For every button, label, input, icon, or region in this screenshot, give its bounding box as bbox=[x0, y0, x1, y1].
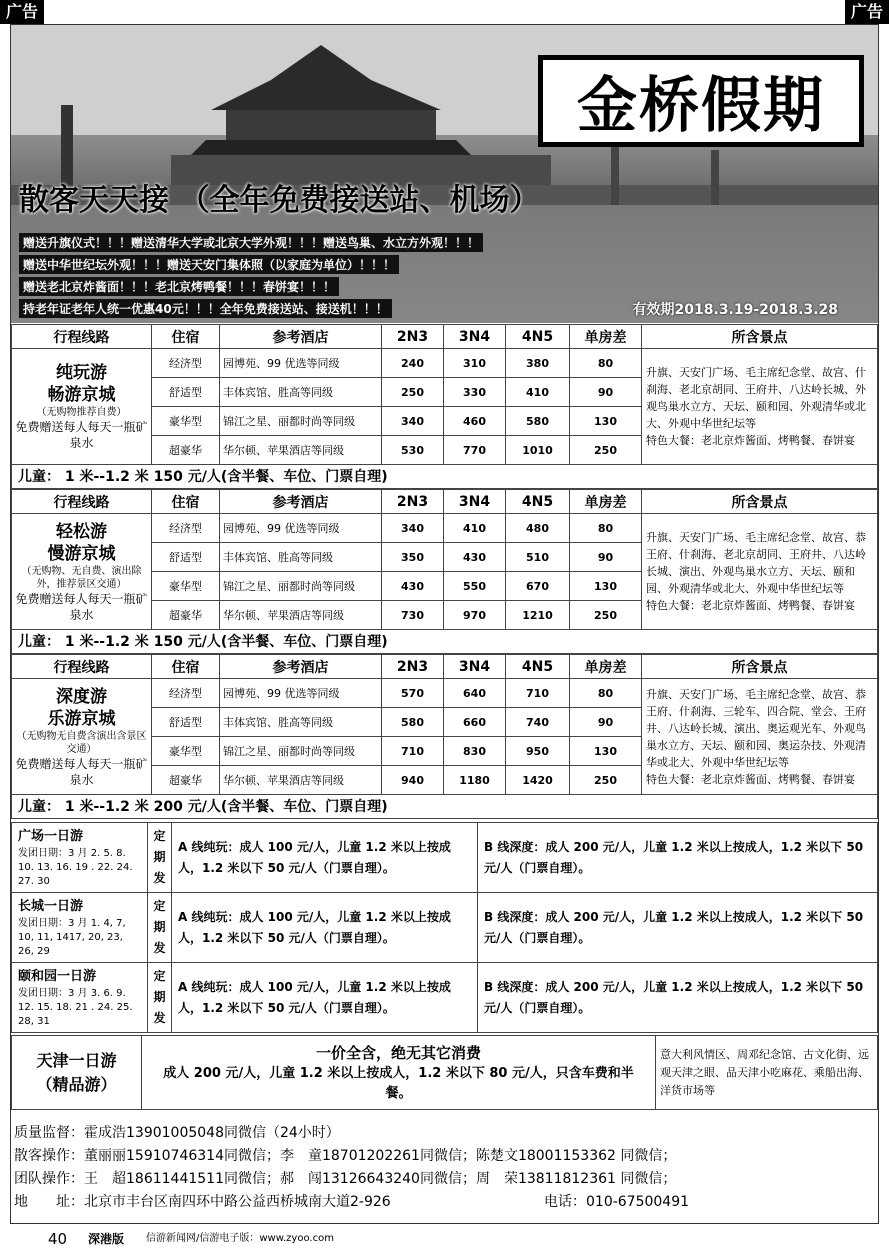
price-cell: 550 bbox=[444, 572, 506, 601]
day-tour-row bbox=[12, 963, 878, 1033]
header-spots: 所含景点 bbox=[642, 490, 878, 514]
price-cell: 250 bbox=[570, 436, 642, 465]
room-class: 超豪华 bbox=[152, 766, 220, 795]
room-class: 经济型 bbox=[152, 679, 220, 708]
promo-line: 赠送中华世纪坛外观！！！赠送天安门集体照（以家庭为单位）！！！ bbox=[19, 255, 399, 274]
price-cell: 80 bbox=[570, 349, 642, 378]
tour-section bbox=[11, 489, 878, 630]
promo-list bbox=[19, 233, 483, 321]
line-a: A 线纯玩：成人 100 元/人，儿童 1.2 米以上按成人，1.2 米以下 50 元/人（门票自理）。 bbox=[172, 823, 478, 893]
price-cell: 80 bbox=[570, 514, 642, 543]
fixed-departure: 定期发 bbox=[148, 823, 172, 893]
price-cell: 770 bbox=[444, 436, 506, 465]
room-class: 舒适型 bbox=[152, 708, 220, 737]
header-4n5: 4N5 bbox=[506, 325, 570, 349]
header-hotel: 参考酒店 bbox=[220, 325, 382, 349]
price-cell: 940 bbox=[382, 766, 444, 795]
price-cell: 340 bbox=[382, 407, 444, 436]
price-cell: 430 bbox=[444, 543, 506, 572]
price-cell: 350 bbox=[382, 543, 444, 572]
header-spots: 所含景点 bbox=[642, 655, 878, 679]
table-row bbox=[12, 679, 878, 708]
contacts bbox=[14, 1122, 874, 1214]
header-single: 单房差 bbox=[570, 655, 642, 679]
table-header-row bbox=[12, 490, 878, 514]
price-cell: 310 bbox=[444, 349, 506, 378]
day-tour-name: 长城一日游 发团日期：3 月 1. 4, 7, 10, 11, 1417, 20, 23, 26, 29 bbox=[12, 893, 148, 963]
room-class: 经济型 bbox=[152, 514, 220, 543]
table-header-row bbox=[12, 325, 878, 349]
price-cell: 410 bbox=[506, 378, 570, 407]
line-a: A 线纯玩：成人 100 元/人，儿童 1.2 米以上按成人，1.2 米以下 50 元/人（门票自理）。 bbox=[172, 893, 478, 963]
quality-contact: 质量监督：霍成浩13901005048同微信（24小时） bbox=[14, 1125, 340, 1141]
reference-hotel: 丰体宾馆、胜高等同级 bbox=[220, 708, 382, 737]
header-route: 行程线路 bbox=[12, 325, 152, 349]
line-a: A 线纯玩：成人 100 元/人，儿童 1.2 米以上按成人，1.2 米以下 50 元/人（门票自理）。 bbox=[172, 963, 478, 1033]
price-cell: 1210 bbox=[506, 601, 570, 630]
room-class: 豪华型 bbox=[152, 737, 220, 766]
header-2n3: 2N3 bbox=[382, 655, 444, 679]
promo-line: 赠送老北京炸酱面！！！老北京烤鸭餐！！！春饼宴！！！ bbox=[19, 277, 339, 296]
room-class: 豪华型 bbox=[152, 572, 220, 601]
table-row bbox=[12, 349, 878, 378]
route-cell: 深度游 乐游京城 （无购物无自费含演出含景区交通） 免费赠送每人每天一瓶矿泉水 bbox=[12, 679, 152, 795]
line-b: B 线深度：成人 200 元/人，儿童 1.2 米以上按成人，1.2 米以下 50 元/人（门票自理）。 bbox=[478, 823, 878, 893]
header-stay: 住宿 bbox=[152, 490, 220, 514]
ad-tag-left: 广告 bbox=[0, 0, 44, 24]
spots-cell: 升旗、天安门广场、毛主席纪念堂、故宫、恭王府、什刹海、老北京胡同、王府井、八达岭长城、演出、外观鸟巢水立方、天坛、颐和园、外观清华或北大、外观中华世纪坛等 特色大餐：老北京炸酱面、烤鸭餐、春饼宴 bbox=[642, 514, 878, 630]
price-cell: 670 bbox=[506, 572, 570, 601]
table-header-row bbox=[12, 655, 878, 679]
phone: 电话：010-67500491 bbox=[544, 1194, 690, 1210]
promo-line: 持老年证老年人统一优惠40元！！！全年免费接送站、接送机！！！ bbox=[19, 299, 392, 318]
price-cell: 950 bbox=[506, 737, 570, 766]
price-cell: 130 bbox=[570, 572, 642, 601]
tour-section bbox=[11, 324, 878, 465]
fixed-departure: 定期发 bbox=[148, 963, 172, 1033]
reference-hotel: 华尔顿、苹果酒店等同级 bbox=[220, 436, 382, 465]
room-class: 舒适型 bbox=[152, 378, 220, 407]
day-tour-name: 颐和园一日游 发团日期：3 月 3. 6. 9. 12. 15. 18. 21 . 24. 25. 28, 31 bbox=[12, 963, 148, 1033]
group-contact: 团队操作：王 超18611441511同微信；郝 闯13126643240同微信；周 荣13811812361 同微信； bbox=[14, 1171, 677, 1187]
header-stay: 住宿 bbox=[152, 655, 220, 679]
table-row bbox=[12, 514, 878, 543]
route-cell: 纯玩游 畅游京城 （无购物推荐自费） 免费赠送每人每天一瓶矿泉水 bbox=[12, 349, 152, 465]
price-cell: 570 bbox=[382, 679, 444, 708]
header-single: 单房差 bbox=[570, 325, 642, 349]
tianjin-price: 一价全含，绝无其它消费 成人 200 元/人，儿童 1.2 米以上按成人，1.2 米以下 80 元/人，只含车费和半餐。 bbox=[142, 1036, 656, 1110]
header-stay: 住宿 bbox=[152, 325, 220, 349]
banner bbox=[11, 25, 878, 323]
price-cell: 580 bbox=[506, 407, 570, 436]
price-cell: 250 bbox=[570, 766, 642, 795]
price-cell: 90 bbox=[570, 378, 642, 407]
headline: 散客天天接 （全年免费接送站、机场） bbox=[19, 183, 540, 218]
page-number: 40 bbox=[48, 1230, 68, 1248]
line-b: B 线深度：成人 200 元/人，儿童 1.2 米以上按成人，1.2 米以下 50 元/人（门票自理）。 bbox=[478, 963, 878, 1033]
address: 地 址：北京市丰台区南四环中路公益西桥城南大道2-926 电话：010-67500491 bbox=[14, 1191, 874, 1214]
day-tour-row bbox=[12, 823, 878, 893]
price-cell: 730 bbox=[382, 601, 444, 630]
reference-hotel: 丰体宾馆、胜高等同级 bbox=[220, 378, 382, 407]
price-cell: 480 bbox=[506, 514, 570, 543]
header-3n4: 3N4 bbox=[444, 325, 506, 349]
price-cell: 740 bbox=[506, 708, 570, 737]
price-cell: 90 bbox=[570, 543, 642, 572]
room-class: 经济型 bbox=[152, 349, 220, 378]
child-price: 儿童： 1 米--1.2 米 200 元/人(含半餐、车位、门票自理) bbox=[11, 795, 878, 819]
room-class: 舒适型 bbox=[152, 543, 220, 572]
header-2n3: 2N3 bbox=[382, 490, 444, 514]
price-cell: 1420 bbox=[506, 766, 570, 795]
price-cell: 330 bbox=[444, 378, 506, 407]
promo-line: 赠送升旗仪式！！！赠送清华大学或北京大学外观！！！赠送鸟巢、水立方外观！！！ bbox=[19, 233, 483, 252]
footer bbox=[0, 1228, 889, 1250]
reference-hotel: 锦江之星、丽都时尚等同级 bbox=[220, 737, 382, 766]
child-price: 儿童： 1 米--1.2 米 150 元/人(含半餐、车位、门票自理) bbox=[11, 465, 878, 489]
price-cell: 410 bbox=[444, 514, 506, 543]
reference-hotel: 华尔顿、苹果酒店等同级 bbox=[220, 766, 382, 795]
price-cell: 250 bbox=[570, 601, 642, 630]
fixed-departure: 定期发 bbox=[148, 893, 172, 963]
reference-hotel: 锦江之星、丽都时尚等同级 bbox=[220, 572, 382, 601]
price-cell: 80 bbox=[570, 679, 642, 708]
room-class: 豪华型 bbox=[152, 407, 220, 436]
child-price: 儿童： 1 米--1.2 米 150 元/人(含半餐、车位、门票自理) bbox=[11, 630, 878, 654]
price-cell: 90 bbox=[570, 708, 642, 737]
reference-hotel: 园博苑、99 优选等同级 bbox=[220, 679, 382, 708]
price-cell: 830 bbox=[444, 737, 506, 766]
header-3n4: 3N4 bbox=[444, 490, 506, 514]
header-2n3: 2N3 bbox=[382, 325, 444, 349]
reference-hotel: 丰体宾馆、胜高等同级 bbox=[220, 543, 382, 572]
header-single: 单房差 bbox=[570, 490, 642, 514]
spots-cell: 升旗、天安门广场、毛主席纪念堂、故宫、什刹海、老北京胡同、王府井、八达岭长城、外观鸟巢水立方、天坛、颐和园、外观清华或北大、外观中华世纪坛等 特色大餐：老北京炸酱面、烤鸭餐、春饼宴 bbox=[642, 349, 878, 465]
header-4n5: 4N5 bbox=[506, 490, 570, 514]
price-cell: 430 bbox=[382, 572, 444, 601]
header-3n4: 3N4 bbox=[444, 655, 506, 679]
header-route: 行程线路 bbox=[12, 655, 152, 679]
header-spots: 所含景点 bbox=[642, 325, 878, 349]
room-class: 超豪华 bbox=[152, 436, 220, 465]
price-cell: 640 bbox=[444, 679, 506, 708]
price-cell: 380 bbox=[506, 349, 570, 378]
day-tour-name: 广场一日游 发团日期：3 月 2. 5. 8. 10. 13. 16. 19 . 22. 24. 27. 30 bbox=[12, 823, 148, 893]
price-cell: 1180 bbox=[444, 766, 506, 795]
spots-cell: 升旗、天安门广场、毛主席纪念堂、故宫、恭王府、什刹海、三轮车、四合院、堂会、王府井、八达岭长城、演出、奥运观光车、外观鸟巢水立方、天坛、颐和园、奥运杂技、外观清华或北大、外观中华世纪坛等 特色大餐：老北京炸酱面、烤鸭餐、春饼宴 bbox=[642, 679, 878, 795]
price-cell: 460 bbox=[444, 407, 506, 436]
ad-tag-right: 广告 bbox=[845, 0, 889, 24]
tianjin-tour bbox=[11, 1035, 878, 1110]
price-cell: 1010 bbox=[506, 436, 570, 465]
header-hotel: 参考酒店 bbox=[220, 655, 382, 679]
retail-contact: 散客操作：董丽丽15910746314同微信；李 童18701202261同微信；陈楚文18001153362 同微信； bbox=[14, 1148, 677, 1164]
price-cell: 970 bbox=[444, 601, 506, 630]
day-tour-row bbox=[12, 893, 878, 963]
tianjin-title: 天津一日游 （精品游） bbox=[12, 1036, 142, 1110]
line-b: B 线深度：成人 200 元/人，儿童 1.2 米以上按成人，1.2 米以下 50 元/人（门票自理）。 bbox=[478, 893, 878, 963]
price-cell: 340 bbox=[382, 514, 444, 543]
brand-logo: 金桥假期 bbox=[538, 55, 864, 147]
room-class: 超豪华 bbox=[152, 601, 220, 630]
day-tours bbox=[11, 822, 878, 1033]
price-cell: 660 bbox=[444, 708, 506, 737]
reference-hotel: 锦江之星、丽都时尚等同级 bbox=[220, 407, 382, 436]
price-cell: 510 bbox=[506, 543, 570, 572]
header-4n5: 4N5 bbox=[506, 655, 570, 679]
price-cell: 130 bbox=[570, 407, 642, 436]
reference-hotel: 园博苑、99 优选等同级 bbox=[220, 514, 382, 543]
price-cell: 250 bbox=[382, 378, 444, 407]
header-route: 行程线路 bbox=[12, 490, 152, 514]
site-info: 信游新闻网/信游电子版：www.zyoo.com bbox=[146, 1233, 334, 1244]
price-cell: 710 bbox=[506, 679, 570, 708]
price-cell: 530 bbox=[382, 436, 444, 465]
reference-hotel: 园博苑、99 优选等同级 bbox=[220, 349, 382, 378]
price-cell: 710 bbox=[382, 737, 444, 766]
price-cell: 580 bbox=[382, 708, 444, 737]
price-cell: 240 bbox=[382, 349, 444, 378]
route-cell: 轻松游 慢游京城 （无购物、无自费、演出除外，推荐景区交通） 免费赠送每人每天一瓶矿泉水 bbox=[12, 514, 152, 630]
edition-label: 深港版 bbox=[88, 1232, 125, 1246]
tianjin-spots: 意大利风情区、周邓纪念馆、古文化街、远观天津之眼、品天津小吃麻花、乘船出海、洋货市场等 bbox=[656, 1036, 878, 1110]
tour-section bbox=[11, 654, 878, 795]
validity-period: 有效期2018.3.19-2018.3.28 bbox=[632, 302, 838, 318]
header-hotel: 参考酒店 bbox=[220, 490, 382, 514]
price-cell: 130 bbox=[570, 737, 642, 766]
reference-hotel: 华尔顿、苹果酒店等同级 bbox=[220, 601, 382, 630]
